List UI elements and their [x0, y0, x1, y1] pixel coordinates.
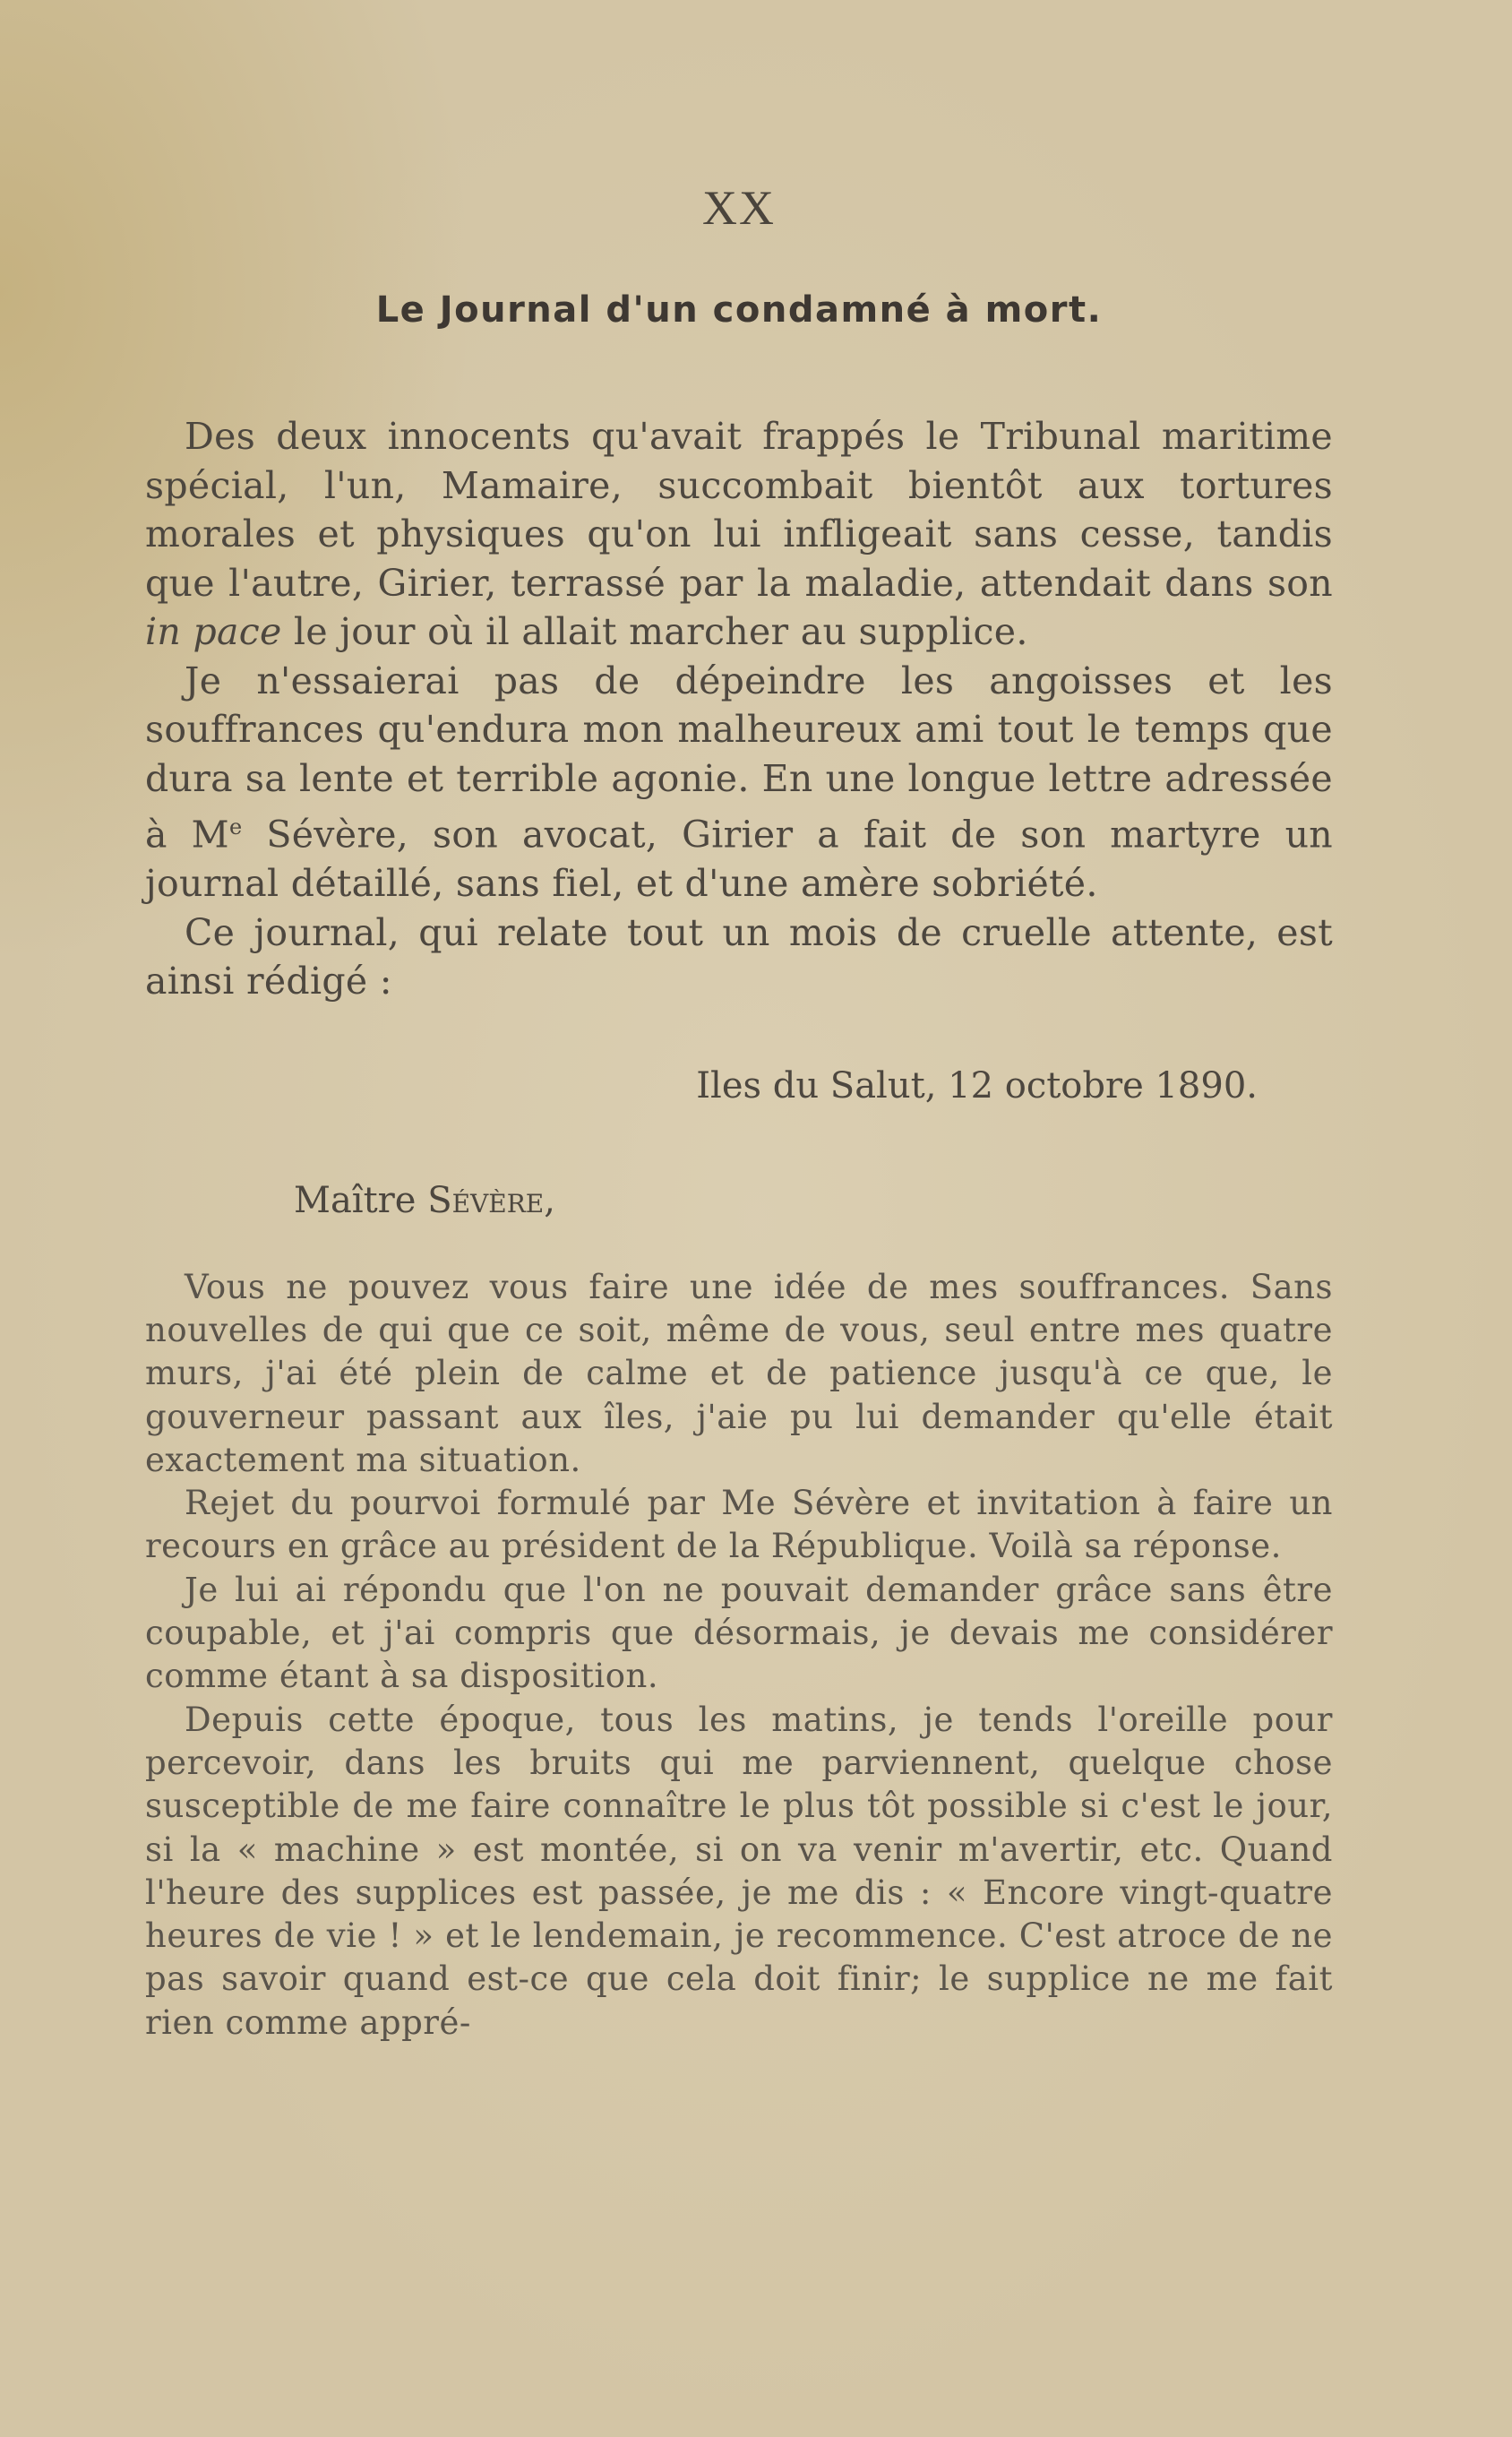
letter-paragraph-4: Depuis cette époque, tous les matins, je tends l'oreille pour percevoir, dans les bruits qui me parviennent, quelque chose susceptible de me faire connaître le plus tôt possible si c'est le jour, si la « machine » est montée, si on va venir m'avertir, etc. Quand l'heure des supplices est passée, je me dis : « Encore vingt-quatre heures de vie ! » et le lendemain, je recommence. C'est atroce de ne pas savoir quand est-ce que cela doit finir; le supplice ne me fait rien comme appré- — [145, 1700, 1333, 2042]
letter-salutation — [294, 1176, 1333, 1225]
body-paragraph-1 — [145, 412, 1333, 657]
salutation-name: Sévère — [427, 1179, 545, 1221]
body-paragraph-2-superscript: e — [228, 814, 243, 840]
salutation-suffix: , — [544, 1179, 555, 1221]
chapter-number: XX — [702, 181, 776, 235]
body-paragraph-3: Ce journal, qui relate tout un mois de cruelle attente, est ainsi rédigé : — [145, 910, 1333, 1003]
letter-paragraph-3: Je lui ai répondu que l'on ne pouvait demander grâce sans être coupable, et j'ai compris que désormais, je devais me considérer comme étant à sa disposition. — [145, 1570, 1333, 1696]
body-paragraph-2-start: Je n'essaierai pas de dépeindre les angoisses et les souffrances qu'endura mon malheureux ami tout le temps que dura sa lente et terrible agonie. En une longue lettre adressée à M — [145, 659, 1333, 857]
book-page — [145, 176, 1333, 2344]
letter-paragraph-2: Rejet du pourvoi formulé par Me Sévère et invitation à faire un recours en grâce au président de la République. Voilà sa réponse. — [145, 1484, 1333, 1566]
letter-paragraph-1: Vous ne pouvez vous faire une idée de mes souffrances. Sans nouvelles de qui que ce soit, même de vous, seul entre mes quatre murs, j'ai été plein de calme et de patience jusqu'à ce que, le gouverneur passant aux îles, j'aie pu lui demander qu'elle était exactement ma situation. — [145, 1267, 1333, 1479]
body-paragraph-2 — [145, 657, 1333, 908]
chapter-title: Le Journal d'un condamné à mort. — [375, 289, 1103, 331]
salutation-prefix: Maître — [294, 1179, 428, 1221]
body-paragraph-1-end: le jour où il allait marcher au supplice. — [281, 610, 1028, 653]
body-paragraph-2-end: Sévère, son avocat, Girier a fait de son martyre un journal détaillé, sans fiel, et d'une amère sobriété. — [145, 813, 1334, 906]
letter-dateline: Iles du Salut, 12 octobre 1890. — [696, 1064, 1258, 1107]
body-paragraph-1-start: Des deux innocents qu'avait frappés le Tribunal maritime spécial, l'un, Mamaire, succombait bientôt aux tortures morales et physiques qu'on lui infligeait sans cesse, tandis que l'autre, Girier, terrassé par la maladie, attendait dans son — [145, 415, 1333, 605]
body-paragraph-1-italic: in pace — [145, 610, 282, 653]
